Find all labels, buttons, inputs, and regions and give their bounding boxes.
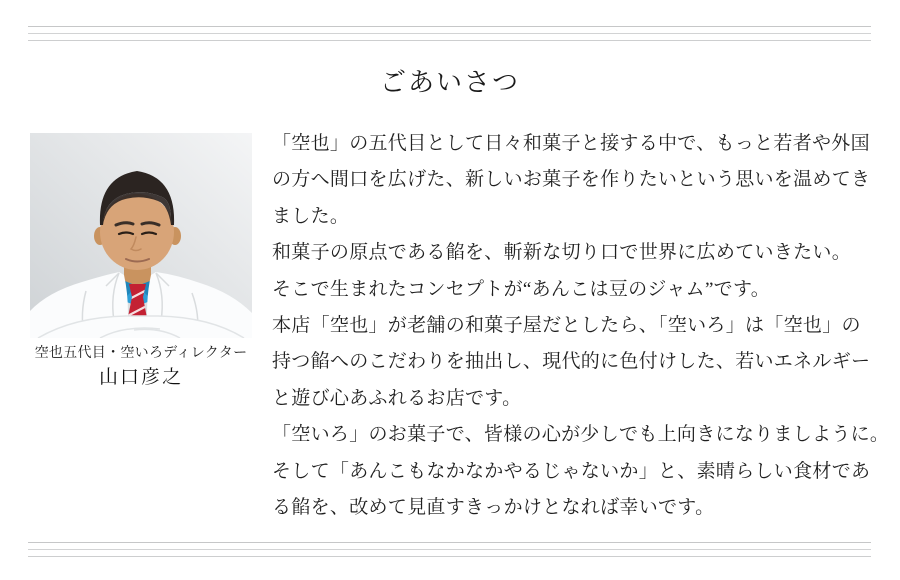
greeting-line: そこで生まれたコンセプトが“あんこは豆のジャム”です。 <box>272 278 771 300</box>
greeting-line: 「空也」の五代目として日々和菓子と接する中で、もっと若者や外国 <box>272 133 870 154</box>
page-title: ごあいさつ <box>379 68 520 97</box>
divider-line <box>28 26 871 27</box>
greeting-line: る餡を、改めて見直すきっかけとなれば幸いです。 <box>272 497 715 519</box>
divider-line <box>28 556 871 557</box>
portrait-illustration <box>30 133 252 338</box>
greeting-line: と遊び心あふれるお店です。 <box>272 387 522 409</box>
greeting-text <box>272 126 890 526</box>
greeting-line: 和菓子の原点である餡を、斬新な切り口で世界に広めていきたい。 <box>272 242 852 264</box>
portrait-photo <box>30 133 252 338</box>
greeting-line: ました。 <box>272 205 350 227</box>
greeting-line: の方へ間口を広げた、新しいお菓子を作りたいという思いを温めてき <box>272 169 871 191</box>
person-name: 山口彦之 <box>98 367 183 388</box>
divider-line <box>28 40 871 41</box>
person-role: 空也五代目・空いろディレクター <box>34 346 248 361</box>
divider-line <box>28 542 871 543</box>
divider-line <box>28 549 871 550</box>
greeting-line: 本店「空也」が老舗の和菓子屋だとしたら、「空いろ」は「空也」の <box>272 315 861 337</box>
photo-caption <box>14 345 268 390</box>
greeting-line: そして「あんこもなかなかやるじゃないか」と、素晴らしい食材であ <box>272 460 871 482</box>
divider-line <box>28 33 871 34</box>
greeting-line: 「空いろ」のお菓子で、皆様の心が少しでも上向きになりましように。 <box>272 424 890 446</box>
top-divider <box>28 26 871 41</box>
bottom-divider <box>28 542 871 557</box>
greeting-line: 持つ餡へのこだわりを抽出し、現代的に色付けした、若いエネルギー <box>272 351 871 373</box>
